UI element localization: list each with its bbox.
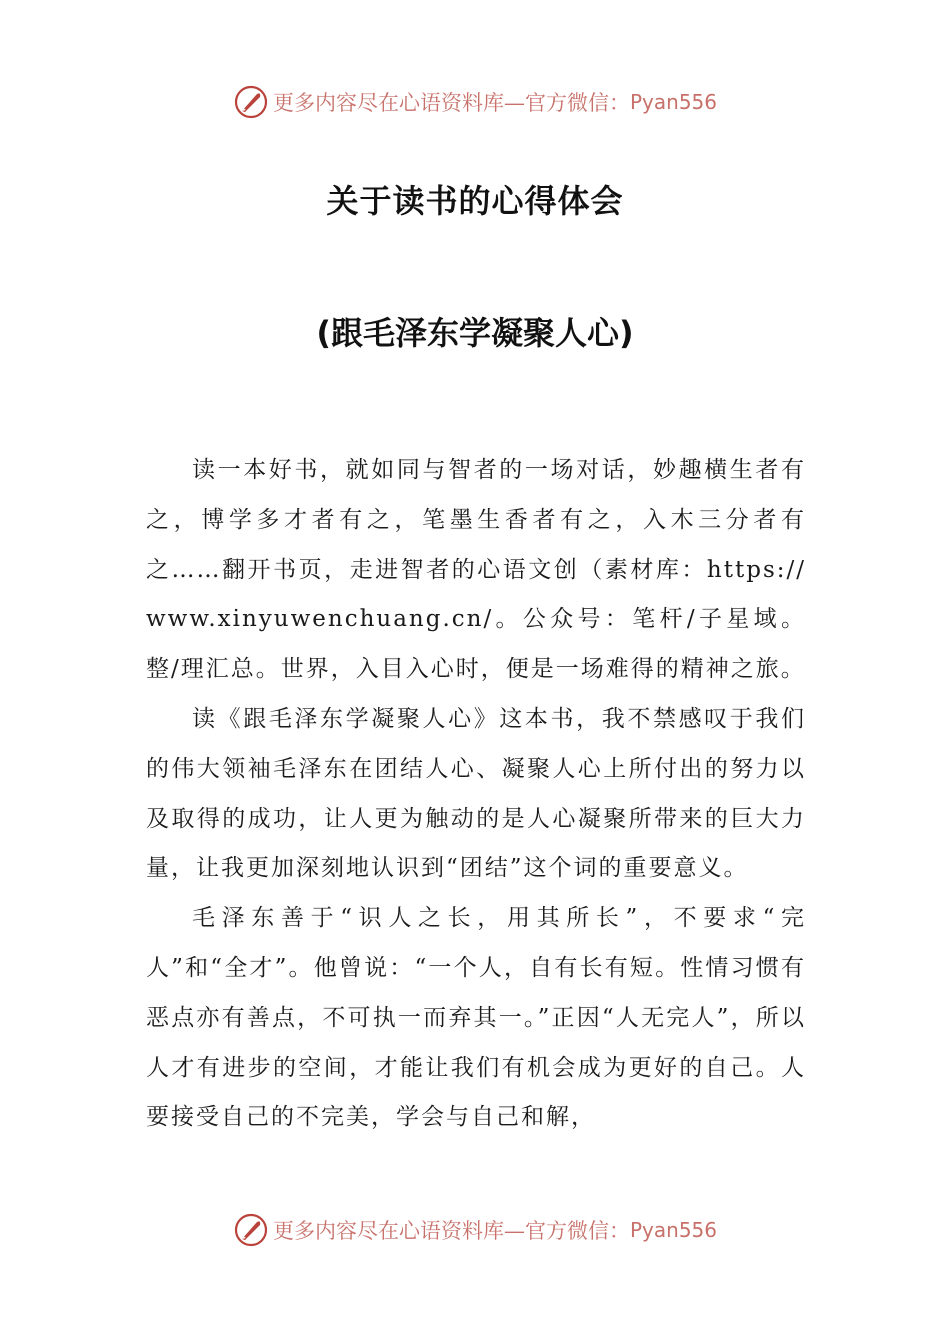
banner-wechat-id: Pyan556 xyxy=(629,90,717,114)
pen-quill-icon xyxy=(233,84,269,120)
document-subtitle: (跟毛泽东学凝聚人心) xyxy=(316,314,634,352)
document-body xyxy=(146,446,806,1143)
document-title: 关于读书的心得体会 xyxy=(326,182,624,220)
banner-text: 更多内容尽在心语资料库—官方微信： xyxy=(272,91,630,115)
footer-banner xyxy=(0,1210,950,1250)
pen-quill-icon xyxy=(233,1212,269,1248)
banner-text: 更多内容尽在心语资料库—官方微信： xyxy=(272,1219,630,1243)
header-banner xyxy=(0,82,950,122)
paragraph-1: 读一本好书，就如同与智者的一场对话，妙趣横生者有之，博学多才者有之，笔墨生香者有之，入木三分者有之……翻开书页，走进智者的心语文创（素材库：https://www.xinyuwenchuang.cn/。公众号：笔杆/子星域。整/理汇总。世界，入目入心时，便是一场难得的精神之旅。 xyxy=(146,457,806,683)
paragraph-3: 毛泽东善于“识人之长，用其所长”，不要求“完人”和“全才”。他曾说：“一个人，自有长有短。性情习惯有恶点亦有善点，不可执一而弃其一。”正因“人无完人”，所以人才有进步的空间，才能让我们有机会成为更好的自己。人要接受自己的不完美，学会与自己和解， xyxy=(146,905,806,1131)
banner-wechat-id: Pyan556 xyxy=(629,1218,717,1242)
paragraph-2: 读《跟毛泽东学凝聚人心》这本书，我不禁感叹于我们的伟大领袖毛泽东在团结人心、凝聚人心上所付出的努力以及取得的成功，让人更为触动的是人心凝聚所带来的巨大力量，让我更加深刻地认识到“团结”这个词的重要意义。 xyxy=(146,705,806,882)
